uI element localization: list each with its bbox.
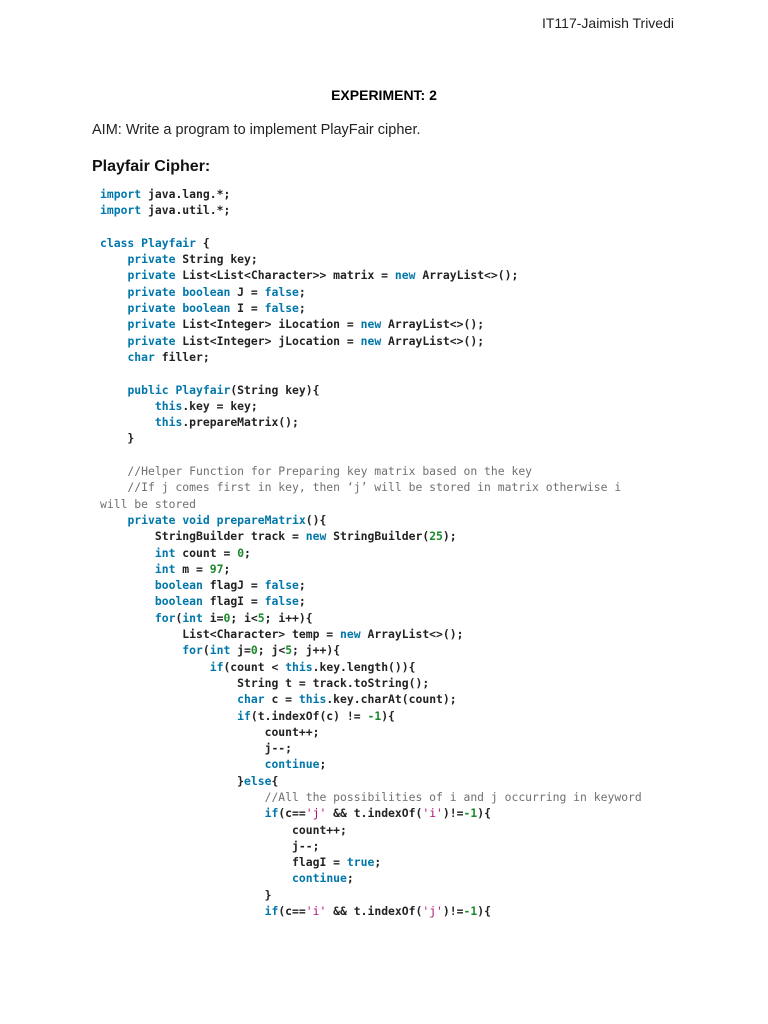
code-line — [100, 479, 680, 495]
code-token: char — [237, 692, 265, 707]
code-token: private — [127, 512, 176, 527]
code-token: i= — [202, 610, 224, 625]
code-line — [100, 300, 680, 316]
code-token: if — [237, 708, 251, 723]
code-token: ; — [298, 594, 306, 609]
code-token: continue — [264, 757, 320, 772]
code-line — [100, 561, 680, 577]
code-token: 'i' — [305, 904, 327, 919]
code-token — [100, 334, 127, 348]
code-line — [100, 756, 680, 772]
code-token — [100, 285, 127, 299]
code-token — [210, 513, 217, 527]
code-token — [100, 317, 127, 331]
code-line — [100, 186, 680, 202]
code-line — [100, 528, 680, 544]
code-token: (count < — [223, 659, 286, 674]
code-line — [100, 773, 680, 789]
code-token: count = — [175, 545, 238, 560]
code-token: private — [127, 284, 176, 299]
code-line — [100, 463, 680, 479]
code-token: String key; — [175, 252, 258, 267]
code-token: ; — [319, 757, 327, 772]
code-token: true — [346, 855, 375, 870]
code-token — [100, 611, 155, 625]
code-token: new — [360, 333, 382, 348]
code-line — [100, 675, 680, 691]
code-token: new — [360, 317, 382, 332]
code-token: I = — [230, 301, 265, 316]
code-token: count++; — [100, 822, 347, 837]
code-token: this — [285, 659, 313, 674]
aim-text: AIM: Write a program to implement PlayFair cipher. — [92, 122, 421, 138]
code-token — [100, 660, 210, 674]
code-token: List<Integer> iLocation = — [175, 317, 361, 332]
code-line — [100, 740, 680, 756]
code-token: private — [127, 317, 176, 332]
code-token — [100, 806, 265, 820]
code-token: continue — [292, 871, 347, 886]
code-token: import — [100, 187, 142, 201]
code-line — [100, 838, 680, 854]
code-token — [100, 350, 127, 364]
code-line — [100, 365, 680, 381]
code-token: int — [182, 610, 203, 625]
code-token: } — [100, 431, 135, 446]
code-line — [100, 512, 680, 528]
code-line — [100, 447, 680, 463]
code-token — [100, 562, 155, 576]
code-token: (t.indexOf(c) != — [250, 708, 368, 723]
code-line — [100, 691, 680, 707]
code-token: Playfair — [175, 382, 231, 397]
code-token: import — [100, 203, 142, 218]
code-token: (c== — [278, 806, 306, 821]
code-token: //All the possibilities of i and j occurring in keyword — [100, 789, 642, 804]
code-token: 'j' — [422, 904, 443, 919]
code-token: 0 — [223, 610, 231, 625]
code-token: 'j' — [305, 806, 327, 821]
code-token: .key.charAt(count); — [326, 692, 457, 707]
code-token: 0 — [250, 643, 258, 658]
code-token: 5 — [257, 610, 265, 625]
code-token: ArrayList<>(); — [381, 317, 485, 332]
code-token: List<List<Character>> matrix = — [175, 268, 395, 283]
code-line — [100, 610, 680, 626]
code-token: ; — [298, 284, 306, 299]
code-line — [100, 219, 680, 235]
code-token: ; j< — [257, 643, 286, 658]
code-line — [100, 870, 680, 886]
code-token — [100, 268, 127, 282]
code-token: (String key){ — [230, 382, 320, 397]
code-token: ; — [298, 301, 306, 316]
code-line — [100, 887, 680, 903]
code-token: false — [264, 301, 299, 316]
code-token — [100, 709, 237, 723]
code-line — [100, 822, 680, 838]
code-token: if — [264, 806, 279, 821]
code-token: m = — [175, 561, 210, 576]
code-token: private — [127, 268, 176, 283]
code-token: for — [182, 643, 203, 658]
code-token: class — [100, 235, 135, 250]
code-token: boolean — [182, 284, 231, 299]
code-token: private — [127, 252, 176, 267]
code-token: ; i++){ — [264, 610, 313, 625]
code-token: (c== — [278, 904, 306, 919]
code-token: public — [127, 382, 169, 397]
code-token: } — [100, 887, 272, 902]
code-token: { — [271, 773, 279, 788]
code-line — [100, 316, 680, 332]
code-token: this — [154, 415, 183, 430]
code-token: void — [182, 512, 210, 527]
code-line — [100, 398, 680, 414]
code-token: char — [127, 349, 155, 364]
code-token: ArrayList<>(); — [360, 627, 464, 642]
code-token: String t = track.toString(); — [100, 675, 430, 690]
code-token: for — [154, 610, 176, 625]
code-token: 0 — [237, 545, 245, 560]
code-token: ; i< — [230, 610, 258, 625]
code-line — [100, 626, 680, 642]
code-token: j--; — [100, 838, 320, 853]
code-token: filler; — [154, 349, 210, 364]
code-token: .key.length()){ — [312, 659, 416, 674]
code-line — [100, 382, 680, 398]
code-token: 5 — [285, 643, 293, 658]
code-line — [100, 789, 680, 805]
code-token — [100, 692, 237, 706]
code-token: int — [154, 561, 176, 576]
code-line — [100, 724, 680, 740]
code-line — [100, 642, 680, 658]
code-token: private — [127, 333, 176, 348]
code-token: flagI = — [202, 594, 265, 609]
code-token: ; — [346, 871, 354, 886]
code-token: ; — [374, 855, 382, 870]
code-token — [100, 383, 127, 397]
code-token — [100, 871, 292, 885]
code-token: 'i' — [422, 806, 443, 821]
code-token: j--; — [100, 741, 293, 756]
code-token: flagJ = — [202, 578, 265, 593]
code-token — [100, 513, 127, 527]
code-line — [100, 903, 680, 919]
code-token: ){ — [381, 708, 395, 723]
code-token: ; j++){ — [292, 643, 341, 658]
code-line — [100, 545, 680, 561]
code-token: //Helper Function for Preparing key matrix based on the key — [100, 464, 533, 479]
code-line — [100, 349, 680, 365]
code-token: ( — [202, 643, 210, 658]
code-token — [100, 252, 127, 266]
code-token: ArrayList<>(); — [381, 333, 485, 348]
code-token — [100, 757, 265, 771]
section-title: Playfair Cipher: — [92, 158, 211, 175]
code-token: if — [209, 659, 224, 674]
code-token: will be stored — [100, 496, 197, 511]
code-line — [100, 593, 680, 609]
code-token: Playfair — [141, 235, 197, 250]
code-token: c = — [264, 692, 299, 707]
code-token: { — [196, 235, 210, 250]
code-line — [100, 496, 680, 512]
code-token: int — [154, 545, 176, 560]
code-token: ; — [223, 561, 231, 576]
code-token: StringBuilder track = — [100, 529, 306, 544]
code-line — [100, 202, 680, 218]
code-token: ){ — [477, 904, 491, 919]
code-token: .key = key; — [182, 398, 258, 413]
code-token: boolean — [182, 301, 231, 316]
code-token: private — [127, 301, 176, 316]
code-token: List<Character> temp = — [100, 627, 341, 642]
code-token — [100, 904, 265, 918]
code-line — [100, 708, 680, 724]
code-token: ; — [244, 545, 251, 560]
code-token: 25 — [429, 529, 443, 544]
code-line — [100, 577, 680, 593]
code-token: StringBuilder( — [326, 529, 430, 544]
code-token: ; — [298, 578, 306, 593]
code-token — [100, 643, 182, 657]
code-token: java.util.*; — [141, 203, 231, 218]
code-token — [100, 546, 155, 560]
code-token: } — [100, 773, 245, 788]
code-line — [100, 430, 680, 446]
code-token: int — [209, 643, 231, 658]
code-token: ){ — [477, 806, 491, 821]
code-token: false — [264, 284, 299, 299]
code-token: && t.indexOf( — [326, 806, 423, 821]
code-token — [100, 301, 127, 315]
code-token — [100, 594, 155, 608]
code-line — [100, 854, 680, 870]
code-token — [100, 415, 155, 429]
code-token: new — [394, 268, 416, 283]
code-token: )!= — [442, 904, 464, 919]
code-line — [100, 333, 680, 349]
author-header: IT117-Jaimish Trivedi — [541, 15, 674, 31]
code-token: else — [244, 773, 272, 788]
code-token: //If j comes first in key, then ‘j’ will be stored in matrix otherwise i — [100, 480, 622, 495]
code-token: .prepareMatrix(); — [182, 415, 299, 430]
code-token: false — [264, 594, 299, 609]
code-token — [100, 399, 155, 413]
code-token: ); — [442, 529, 457, 544]
code-token: ( — [175, 610, 183, 625]
code-token: prepareMatrix — [216, 512, 306, 527]
code-line — [100, 659, 680, 675]
code-token: List<Integer> jLocation = — [175, 333, 361, 348]
code-token: java.lang.*; — [141, 187, 231, 201]
code-token: -1 — [367, 708, 382, 723]
code-token: )!= — [442, 806, 464, 821]
code-token: J = — [230, 284, 265, 299]
code-token: this — [154, 398, 183, 413]
code-token: count++; — [100, 724, 320, 739]
experiment-title: EXPERIMENT: 2 — [331, 87, 437, 103]
code-line — [100, 414, 680, 430]
code-token: && t.indexOf( — [326, 904, 423, 919]
code-line — [100, 284, 680, 300]
code-line — [100, 251, 680, 267]
code-token: boolean — [154, 594, 203, 609]
code-token: new — [305, 529, 327, 544]
code-token: -1 — [463, 904, 478, 919]
code-token: (){ — [305, 512, 327, 527]
code-token: 97 — [209, 561, 224, 576]
code-token: j= — [230, 643, 251, 658]
code-token: this — [298, 692, 327, 707]
code-token: new — [340, 627, 361, 642]
code-block — [100, 186, 680, 919]
code-line — [100, 805, 680, 821]
code-token: false — [264, 578, 299, 593]
code-token: if — [264, 904, 279, 919]
code-line — [100, 267, 680, 283]
code-token: boolean — [154, 578, 203, 593]
code-token: flagI = — [100, 855, 347, 870]
code-token: -1 — [463, 806, 478, 821]
code-token — [100, 578, 155, 592]
code-token: ArrayList<>(); — [415, 268, 519, 283]
code-line — [100, 235, 680, 251]
